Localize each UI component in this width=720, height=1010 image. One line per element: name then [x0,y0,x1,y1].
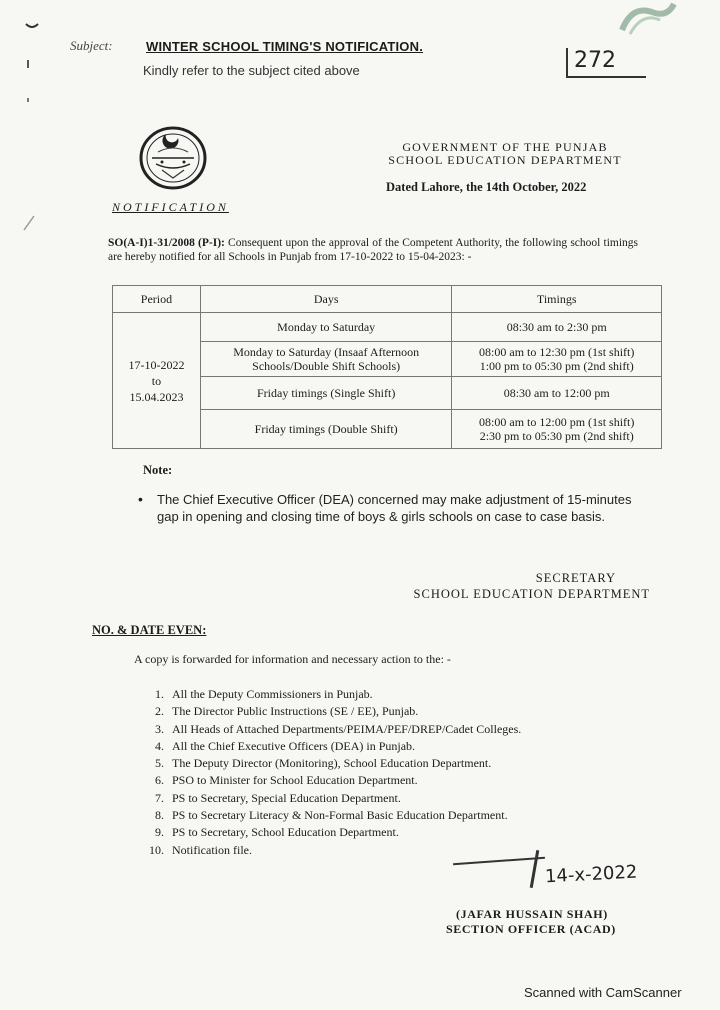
days-cell: Monday to Saturday [200,313,452,342]
item-text: PS to Secretary, Special Education Department. [172,790,401,805]
table-row [113,313,662,342]
list-item [132,772,652,789]
timing-cell [452,342,662,377]
list-item [132,703,652,720]
period-end: 15.04.2023 [129,389,184,404]
government-line: GOVERNMENT OF THE PUNJAB [402,140,608,154]
handwritten-sign-date: 14-x-2022 [544,861,638,888]
period-start: 17-10-2022 [128,357,185,372]
officer-title: SECTION OFFICER (ACAD) [446,922,616,936]
camscanner-watermark: Scanned with CamScanner [524,985,682,1000]
number-date-even: NO. & DATE EVEN: [92,623,207,637]
list-item [132,807,652,824]
officer-name: (JAFAR HUSSAIN SHAH) [456,907,608,921]
list-item [132,842,652,859]
column-header-period: Period [113,286,201,313]
list-item [132,738,652,755]
list-item [132,824,652,841]
item-number: 5. [155,756,164,771]
note-bullet: • [138,491,143,507]
item-text: All the Deputy Commissioners in Punjab. [172,687,373,701]
table-header-row [113,286,662,313]
secretary-department: SCHOOL EDUCATION DEPARTMENT [413,587,650,601]
timing-line: 08:00 am to 12:30 pm (1st shift) [479,345,635,359]
item-number: 3. [155,721,164,736]
notification-heading: NOTIFICATION [112,200,229,214]
secretary-title: SECRETARY [535,571,616,585]
item-text: All Heads of Attached Departments/PEIMA/PEF/DREP/Cadet Colleges. [172,721,522,736]
timing-cell [452,410,662,449]
copy-forwarded-text: A copy is forwarded for information and necessary action to the: - [134,652,451,666]
paper-clip-shadow [612,0,682,38]
timing-line: 08:00 am to 12:00 pm (1st shift) [479,415,635,429]
punjab-government-seal-icon [132,118,214,198]
notification-paragraph [108,236,638,264]
timing-line: 1:00 pm to 05:30 pm (2nd shift) [479,359,634,373]
school-timing-table [112,285,662,449]
item-number: 8. [155,808,164,823]
days-cell: Monday to Saturday (Insaaf Afternoon Schools/Double Shift Schools) [200,342,452,377]
item-text: The Director Public Instructions (SE / EE), Punjab. [172,704,419,719]
paragraph-text: Consequent upon the approval of the Competent Authority, the following school timings are hereby notified for all Schools in Punjab from 17-10-2022 to 15-04-2023: - [108,237,639,263]
item-number: 6. [155,773,164,788]
timing-line: 2:30 pm to 05:30 pm (2nd shift) [479,429,634,443]
reference-number: SO(A-I)1-31/2008 (P-I): [108,237,225,249]
item-text: PS to Secretary Literacy & Non-Formal Basic Education Department. [172,808,508,823]
timing-cell [452,313,662,342]
item-number: 10. [149,842,164,857]
subject-title: WINTER SCHOOL TIMING'S NOTIFICATION. [146,39,424,54]
days-cell: Friday timings (Single Shift) [200,377,452,410]
days-cell: Friday timings (Double Shift) [200,410,452,449]
department-line: SCHOOL EDUCATION DEPARTMENT [388,153,622,167]
item-number: 7. [155,790,164,805]
item-number: 2. [155,704,164,719]
timing-line: 08:30 am to 2:30 pm [506,319,607,334]
dated-line: Dated Lahore, the 14th October, 2022 [386,180,587,194]
period-to: to [151,373,162,388]
scan-margin-marks [20,20,50,240]
item-text: PS to Secretary, School Education Department. [172,825,399,840]
timing-line: 08:30 am to 12:00 pm [503,385,610,400]
handwritten-diary-number: 272 [566,48,646,78]
item-number: 4. [155,738,164,753]
item-text: All the Chief Executive Officers (DEA) in Punjab. [172,738,416,753]
item-text: PSO to Minister for School Education Department. [172,773,418,788]
list-item [132,721,652,738]
item-text: Notification file. [172,842,252,857]
note-text: The Chief Executive Officer (DEA) concerned may make adjustment of 15-minutes gap in opening and closing time of boys & girls schools on case to case basis. [157,492,632,524]
period-cell [113,313,201,449]
timing-cell [452,377,662,410]
column-header-days: Days [200,286,452,313]
list-item [132,755,652,772]
item-number: 9. [155,825,164,840]
refer-text: Kindly refer to the subject cited above [143,63,360,78]
note-label: Note: [143,463,173,477]
column-header-timings: Timings [452,286,662,313]
item-text: The Deputy Director (Monitoring), School Education Department. [172,756,492,771]
list-item [132,790,652,807]
list-item [132,686,652,703]
item-number: 1. [155,687,164,701]
subject-label: Subject: [70,38,113,53]
distribution-list [132,686,652,859]
